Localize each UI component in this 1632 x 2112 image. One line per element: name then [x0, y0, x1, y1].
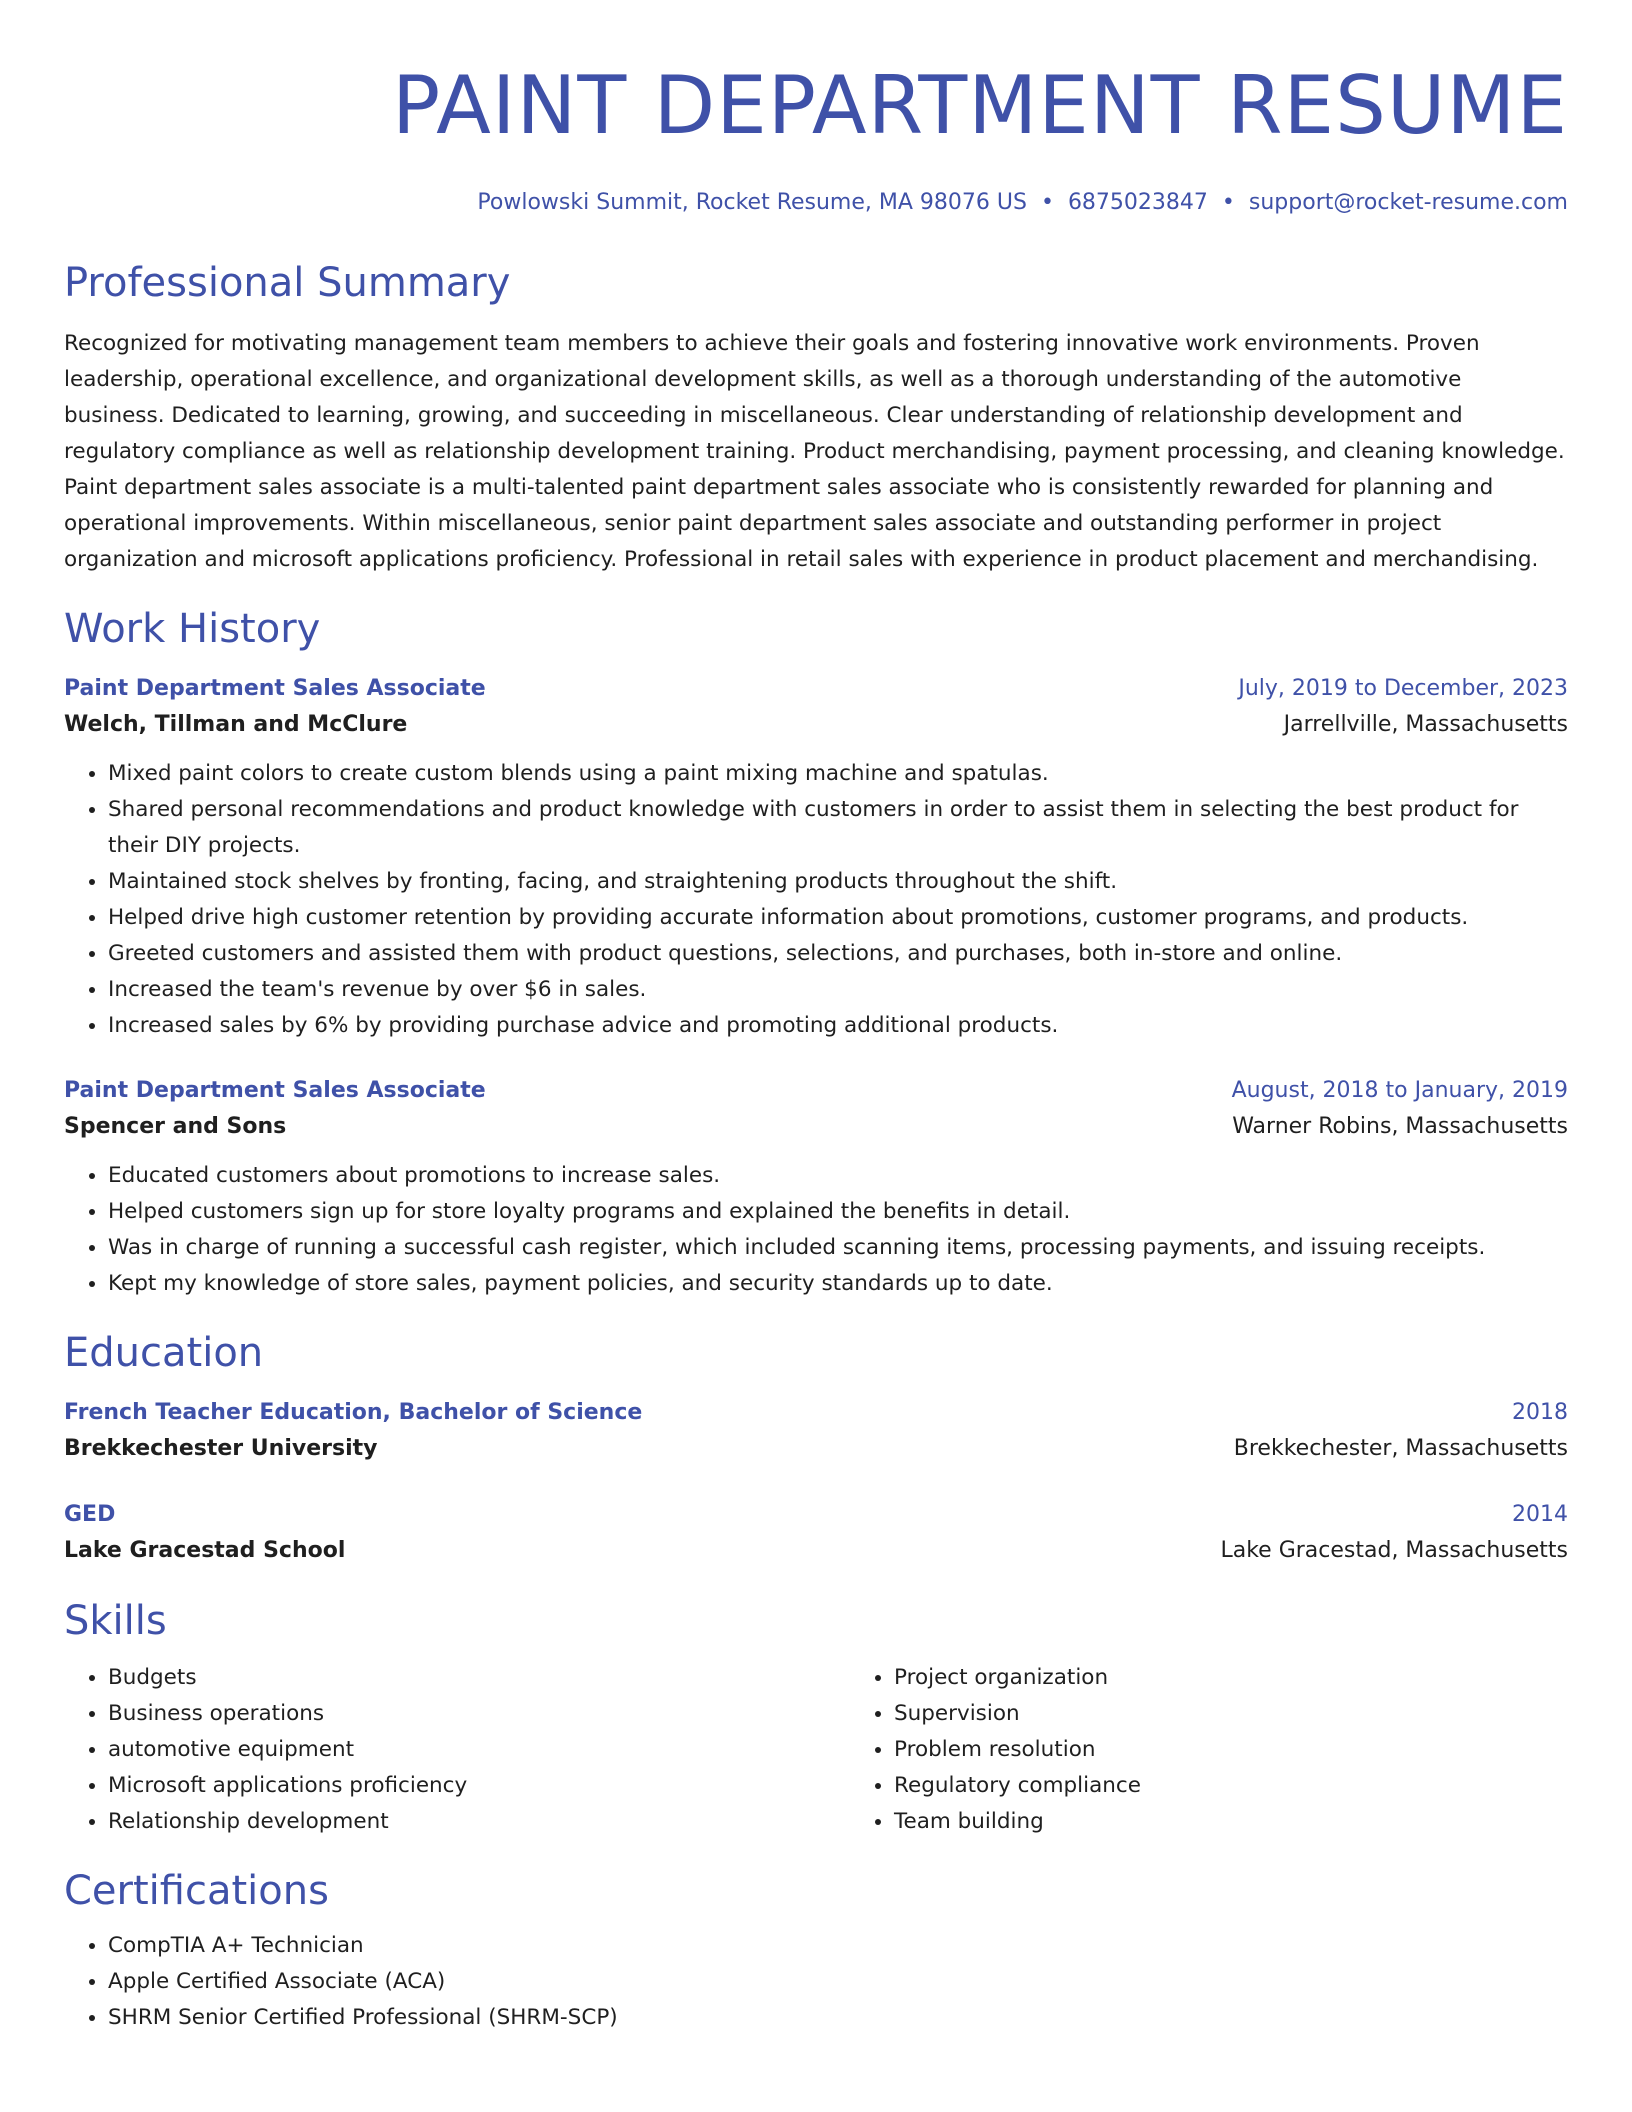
certification-item: • Apple Certified Associate (ACA)	[108, 1964, 1568, 2000]
certification-item: • CompTIA A+ Technician	[108, 1928, 1568, 1964]
job-bullet-list	[64, 756, 1568, 1044]
contact-address: Powlowski Summit, Rocket Resume, MA 98076 US	[477, 190, 1027, 215]
job-bullet: • Helped drive high customer retention by providing accurate information about promotions, customer programs, and products.	[108, 900, 1568, 936]
job-bullet: • Mixed paint colors to create custom blends using a paint mixing machine and spatulas.	[108, 756, 1568, 792]
skill-item: • Relationship development	[108, 1804, 850, 1840]
contact-line	[64, 188, 1568, 218]
job-dates: July, 2019 to December, 2023	[1238, 676, 1568, 701]
job-bullet: • Increased the team's revenue by over $6 in sales.	[108, 972, 1568, 1008]
education-degree: GED	[64, 1502, 116, 1527]
job-title: Paint Department Sales Associate	[64, 1078, 486, 1103]
certification-item: • SHRM Senior Certified Professional (SHRM-SCP)	[108, 2000, 1568, 2036]
education-school-row	[64, 1430, 1568, 1468]
job-company: Spencer and Sons	[64, 1114, 287, 1139]
education-location: Lake Gracestad, Massachusetts	[1220, 1538, 1568, 1563]
job-bullet: • Helped customers sign up for store loyalty programs and explained the benefits in detail.	[108, 1194, 1568, 1230]
skill-item: • Microsoft applications proficiency	[108, 1768, 850, 1804]
resume-title: PAINT DEPARTMENT RESUME	[392, 59, 1568, 152]
job-bullet: • Shared personal recommendations and product knowledge with customers in order to assist them in selecting the best product for their DIY projects.	[108, 792, 1568, 864]
skill-item: • Team building	[894, 1804, 1141, 1840]
section-heading-education: Education	[64, 1330, 264, 1376]
contact-separator: •	[1221, 190, 1235, 215]
skill-item: • Supervision	[894, 1696, 1141, 1732]
job-bullet: • Greeted customers and assisted them with product questions, selections, and purchases, both in-store and online.	[108, 936, 1568, 972]
section-heading-skills: Skills	[64, 1598, 167, 1644]
skill-item: • Regulatory compliance	[894, 1768, 1141, 1804]
education-school: Brekkechester University	[64, 1436, 378, 1461]
job-header-row	[64, 1074, 1568, 1108]
job-bullet: • Kept my knowledge of store sales, payment policies, and security standards up to date.	[108, 1266, 1568, 1302]
education-year: 2018	[1512, 1400, 1568, 1425]
education-entry	[64, 1396, 1568, 1468]
job-location: Warner Robins, Massachusetts	[1232, 1114, 1568, 1139]
education-entry	[64, 1498, 1568, 1570]
job-header-row	[64, 672, 1568, 706]
skill-item: • Business operations	[108, 1696, 850, 1732]
skill-item: • Project organization	[894, 1660, 1141, 1696]
skills-list-right	[850, 1660, 1141, 1840]
job-bullet: • Maintained stock shelves by fronting, facing, and straightening products throughout the shift.	[108, 864, 1568, 900]
section-heading-work-history: Work History	[64, 606, 321, 652]
job-company-row	[64, 706, 1568, 744]
job-bullet: • Increased sales by 6% by providing purchase advice and promoting additional products.	[108, 1008, 1568, 1044]
job-bullet: • Educated customers about promotions to increase sales.	[108, 1158, 1568, 1194]
contact-phone: 6875023847	[1067, 190, 1208, 215]
job-company-row	[64, 1108, 1568, 1146]
job-entry	[64, 672, 1568, 1044]
skills-grid	[64, 1660, 1568, 1840]
certifications-list	[64, 1928, 1568, 2036]
job-company: Welch, Tillman and McClure	[64, 712, 408, 737]
skills-list-left	[64, 1660, 850, 1840]
skill-item: • Problem resolution	[894, 1732, 1141, 1768]
section-heading-certifications: Certifications	[64, 1868, 329, 1914]
education-degree: French Teacher Education, Bachelor of Science	[64, 1400, 643, 1425]
education-year: 2014	[1512, 1502, 1568, 1527]
job-entry	[64, 1074, 1568, 1302]
section-heading-summary: Professional Summary	[64, 260, 511, 306]
education-school: Lake Gracestad School	[64, 1538, 346, 1563]
job-bullet-list	[64, 1158, 1568, 1302]
education-header-row	[64, 1396, 1568, 1430]
education-location: Brekkechester, Massachusetts	[1233, 1436, 1568, 1461]
contact-separator: •	[1040, 190, 1054, 215]
education-school-row	[64, 1532, 1568, 1570]
skill-item: • Budgets	[108, 1660, 850, 1696]
job-title: Paint Department Sales Associate	[64, 676, 486, 701]
skill-item: • automotive equipment	[108, 1732, 850, 1768]
contact-email: support@rocket-resume.com	[1248, 190, 1568, 215]
summary-paragraph: Recognized for motivating management team members to achieve their goals and fostering innovative work environments. Proven leadership, operational excellence, and organizational development skills, as well as a thorough understanding of the automotive business. Dedicated to learning, growing, and succeeding in miscellaneous. Clear understanding of relationship development and regulatory compliance as well as relationship development training. Product merchandising, payment processing, and cleaning knowledge. Paint department sales associate is a multi-talented paint department sales associate who is consistently rewarded for planning and operational improvements. Within miscellaneous, senior paint department sales associate and outstanding performer in project organization and microsoft applications proficiency. Professional in retail sales with experience in product placement and merchandising.	[64, 331, 1565, 572]
job-dates: August, 2018 to January, 2019	[1231, 1078, 1568, 1103]
education-header-row	[64, 1498, 1568, 1532]
job-bullet: • Was in charge of running a successful cash register, which included scanning items, processing payments, and issuing receipts.	[108, 1230, 1568, 1266]
job-location: Jarrellville, Massachusetts	[1283, 712, 1568, 737]
